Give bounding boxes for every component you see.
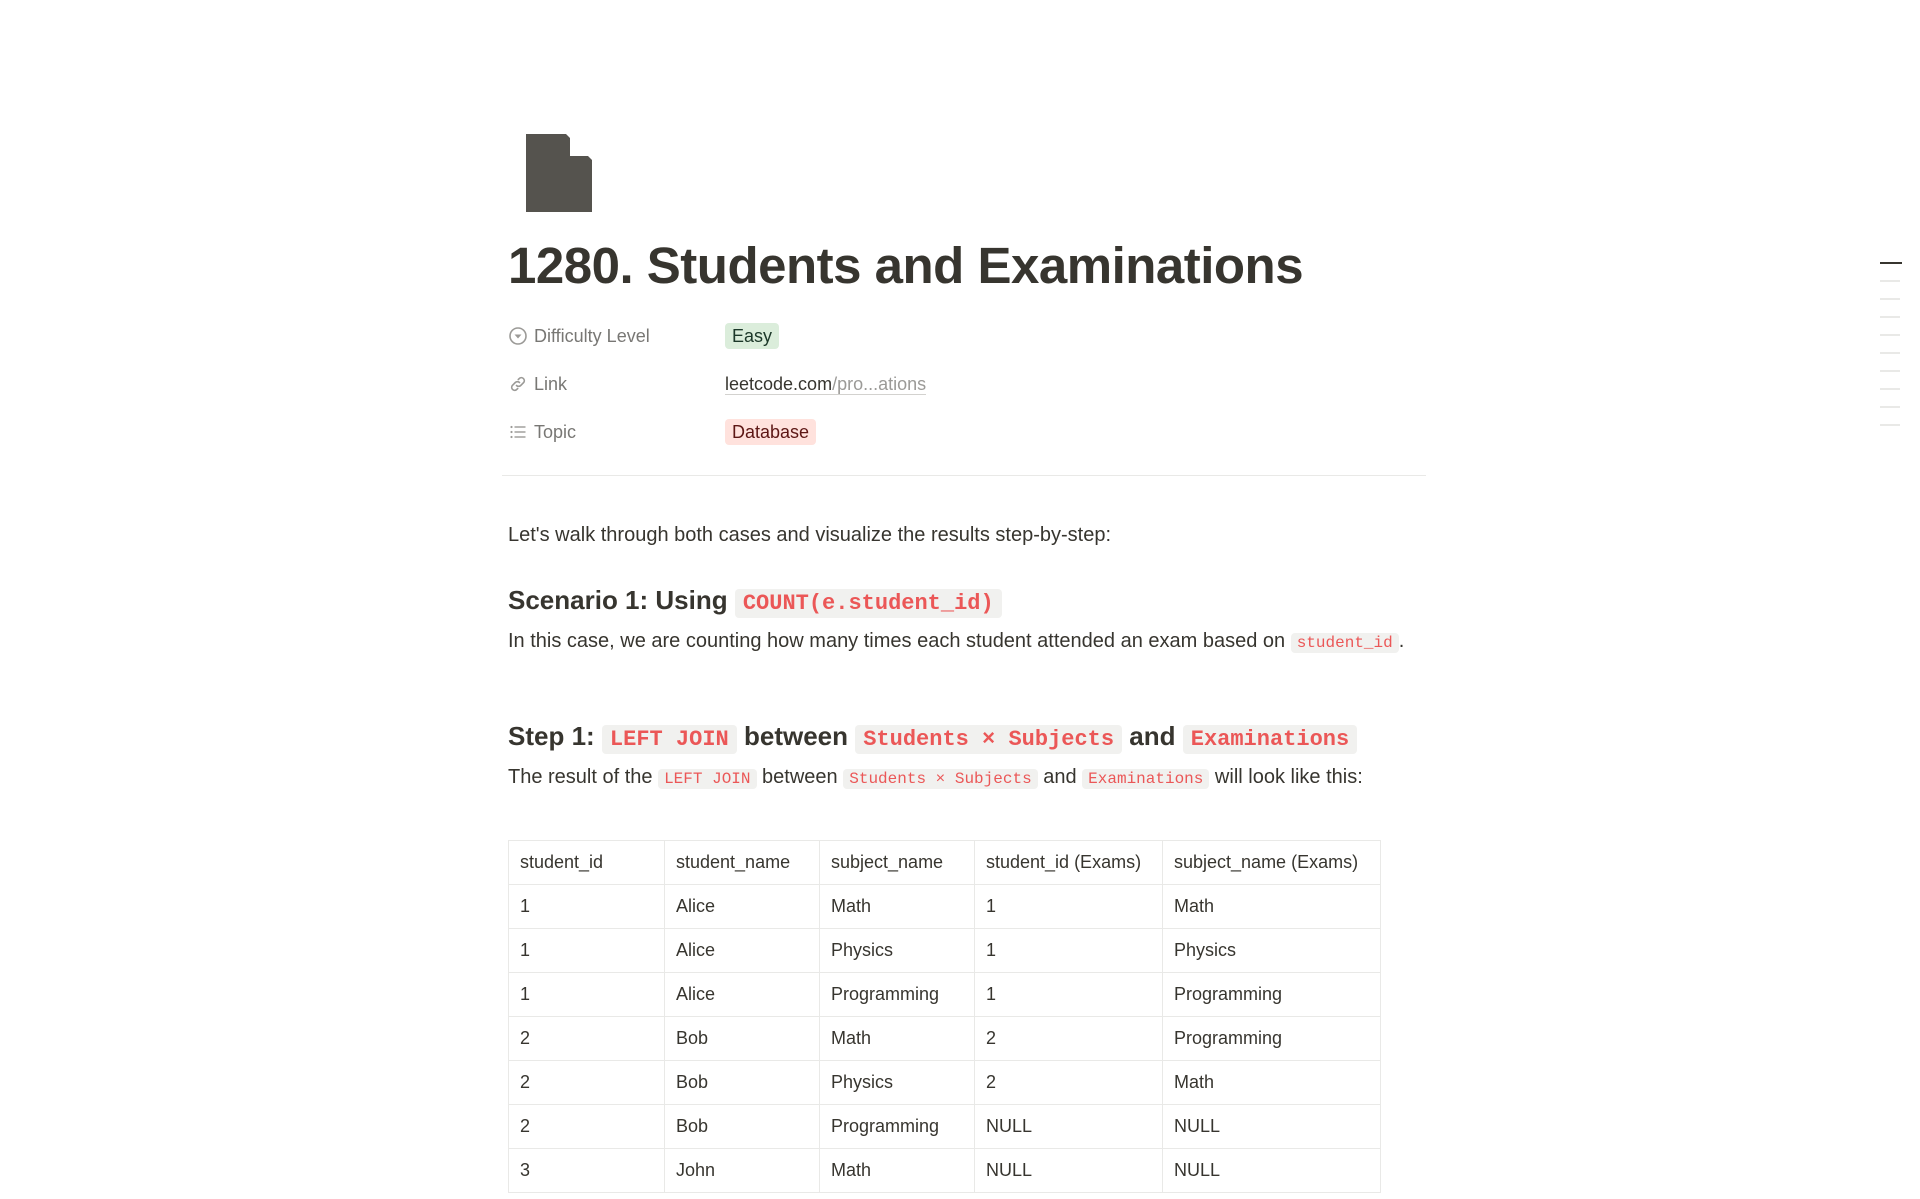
step-text-prefix: The result of the xyxy=(508,766,659,788)
table-cell[interactable]: Math xyxy=(1163,1061,1381,1105)
table-cell[interactable]: 1 xyxy=(509,885,665,929)
properties xyxy=(508,319,1420,463)
table-cell[interactable]: Bob xyxy=(665,1017,820,1061)
link-label: Link xyxy=(534,373,568,394)
table-row xyxy=(509,1149,1381,1193)
intro-paragraph[interactable]: Let's walk through both cases and visualize the results step-by-step: xyxy=(508,524,1112,546)
property-value-difficulty[interactable] xyxy=(725,319,779,353)
step-heading-code-examinations: Examinations xyxy=(1183,725,1357,754)
property-label-topic[interactable] xyxy=(508,415,576,449)
table-cell[interactable]: 1 xyxy=(975,885,1163,929)
table-cell[interactable]: Bob xyxy=(665,1105,820,1149)
toc-marker[interactable] xyxy=(1880,280,1900,282)
toc-marker[interactable] xyxy=(1880,262,1902,264)
table-cell[interactable]: 1 xyxy=(975,973,1163,1017)
table-header-cell[interactable]: subject_name xyxy=(820,841,975,885)
property-value-topic[interactable] xyxy=(725,415,816,449)
property-difficulty xyxy=(508,319,1420,367)
table-cell[interactable]: 1 xyxy=(975,929,1163,973)
properties-divider xyxy=(502,475,1426,476)
scenario-heading-text: Scenario 1: Using xyxy=(508,585,735,615)
table-row xyxy=(509,885,1381,929)
toc-marker[interactable] xyxy=(1880,298,1900,300)
table-cell[interactable]: Programming xyxy=(1163,1017,1381,1061)
step-heading-mid1: between xyxy=(736,721,856,751)
toc-marker[interactable] xyxy=(1880,388,1900,390)
table-cell[interactable]: NULL xyxy=(1163,1149,1381,1193)
table-cell[interactable]: 2 xyxy=(975,1017,1163,1061)
step-heading-code-left-join: LEFT JOIN xyxy=(602,725,737,754)
table-header-cell[interactable]: student_name xyxy=(665,841,820,885)
table-cell[interactable]: Alice xyxy=(665,885,820,929)
step-text-end: will look like this: xyxy=(1209,766,1363,788)
toc-marker[interactable] xyxy=(1880,370,1900,372)
property-label-difficulty[interactable] xyxy=(508,319,650,353)
table-cell[interactable]: 1 xyxy=(509,929,665,973)
table-cell[interactable]: NULL xyxy=(975,1149,1163,1193)
table-cell[interactable]: NULL xyxy=(975,1105,1163,1149)
step-paragraph[interactable] xyxy=(508,762,1408,794)
step-text-mid2: and xyxy=(1037,766,1083,788)
link-path: /pro...ations xyxy=(832,373,927,394)
scenario-paragraph[interactable] xyxy=(508,626,1408,658)
table-cell[interactable]: Physics xyxy=(1163,929,1381,973)
table-row xyxy=(509,929,1381,973)
property-link xyxy=(508,367,1420,415)
step-text-mid1: between xyxy=(756,766,844,788)
table-row xyxy=(509,1017,1381,1061)
difficulty-tag[interactable]: Easy xyxy=(725,323,779,349)
table-cell[interactable]: Physics xyxy=(820,1061,975,1105)
table-header-cell[interactable]: subject_name (Exams) xyxy=(1163,841,1381,885)
property-label-link[interactable] xyxy=(508,367,567,401)
toc-marker[interactable] xyxy=(1880,352,1900,354)
table-row xyxy=(509,1061,1381,1105)
link-host: leetcode.com xyxy=(725,373,833,394)
table-cell[interactable]: 2 xyxy=(509,1017,665,1061)
table-row xyxy=(509,1105,1381,1149)
scenario-heading[interactable] xyxy=(508,582,1002,622)
problem-link[interactable] xyxy=(725,374,926,395)
table-cell[interactable]: Math xyxy=(820,885,975,929)
toc-marker[interactable] xyxy=(1880,334,1900,336)
toc-marker[interactable] xyxy=(1880,406,1900,408)
document-icon[interactable] xyxy=(526,134,592,212)
topic-tag[interactable]: Database xyxy=(725,419,816,445)
table-of-contents-rail[interactable] xyxy=(1880,262,1902,442)
table-cell[interactable]: 2 xyxy=(509,1061,665,1105)
table-cell[interactable]: John xyxy=(665,1149,820,1193)
toc-marker[interactable] xyxy=(1880,424,1900,426)
scenario-text-code: student_id xyxy=(1291,633,1399,653)
table-cell[interactable]: 2 xyxy=(509,1105,665,1149)
step-heading-prefix: Step 1: xyxy=(508,721,602,751)
page-title[interactable]: 1280. Students and Examinations xyxy=(508,237,1304,294)
step-heading[interactable] xyxy=(508,718,1357,758)
table-cell[interactable]: Alice xyxy=(665,973,820,1017)
scenario-text: In this case, we are counting how many times each student attended an exam based on xyxy=(508,630,1291,652)
table-cell[interactable]: 1 xyxy=(509,973,665,1017)
table-cell[interactable]: Programming xyxy=(1163,973,1381,1017)
select-circle-icon xyxy=(508,326,528,346)
step-heading-mid2: and xyxy=(1122,721,1183,751)
table-cell[interactable]: Programming xyxy=(820,1105,975,1149)
table-cell[interactable]: Math xyxy=(820,1017,975,1061)
table-cell[interactable]: Physics xyxy=(820,929,975,973)
property-topic xyxy=(508,415,1420,463)
table-cell[interactable]: Math xyxy=(820,1149,975,1193)
table-cell[interactable]: NULL xyxy=(1163,1105,1381,1149)
table-cell[interactable]: Bob xyxy=(665,1061,820,1105)
table-cell[interactable]: Alice xyxy=(665,929,820,973)
link-icon xyxy=(508,374,528,394)
table-cell[interactable]: 3 xyxy=(509,1149,665,1193)
scenario-text-end: . xyxy=(1398,630,1405,652)
property-value-link[interactable] xyxy=(725,367,926,401)
topic-label: Topic xyxy=(534,421,577,442)
join-result-table[interactable] xyxy=(508,840,1381,1193)
table-header-row xyxy=(509,841,1381,885)
table-row xyxy=(509,973,1381,1017)
table-cell[interactable]: 2 xyxy=(975,1061,1163,1105)
step-heading-code-students-subjects: Students × Subjects xyxy=(855,725,1122,754)
step-text-code-left-join: LEFT JOIN xyxy=(658,769,756,789)
toc-marker[interactable] xyxy=(1880,316,1900,318)
list-icon xyxy=(508,422,528,442)
table-cell[interactable]: Math xyxy=(1163,885,1381,929)
step-text-code-students-subjects: Students × Subjects xyxy=(843,769,1037,789)
step-text-code-examinations: Examinations xyxy=(1082,769,1209,789)
table-cell[interactable]: Programming xyxy=(820,973,975,1017)
scenario-heading-code: COUNT(e.student_id) xyxy=(735,589,1002,618)
difficulty-label: Difficulty Level xyxy=(534,325,650,346)
table-header-cell[interactable]: student_id xyxy=(509,841,665,885)
table-header-cell[interactable]: student_id (Exams) xyxy=(975,841,1163,885)
